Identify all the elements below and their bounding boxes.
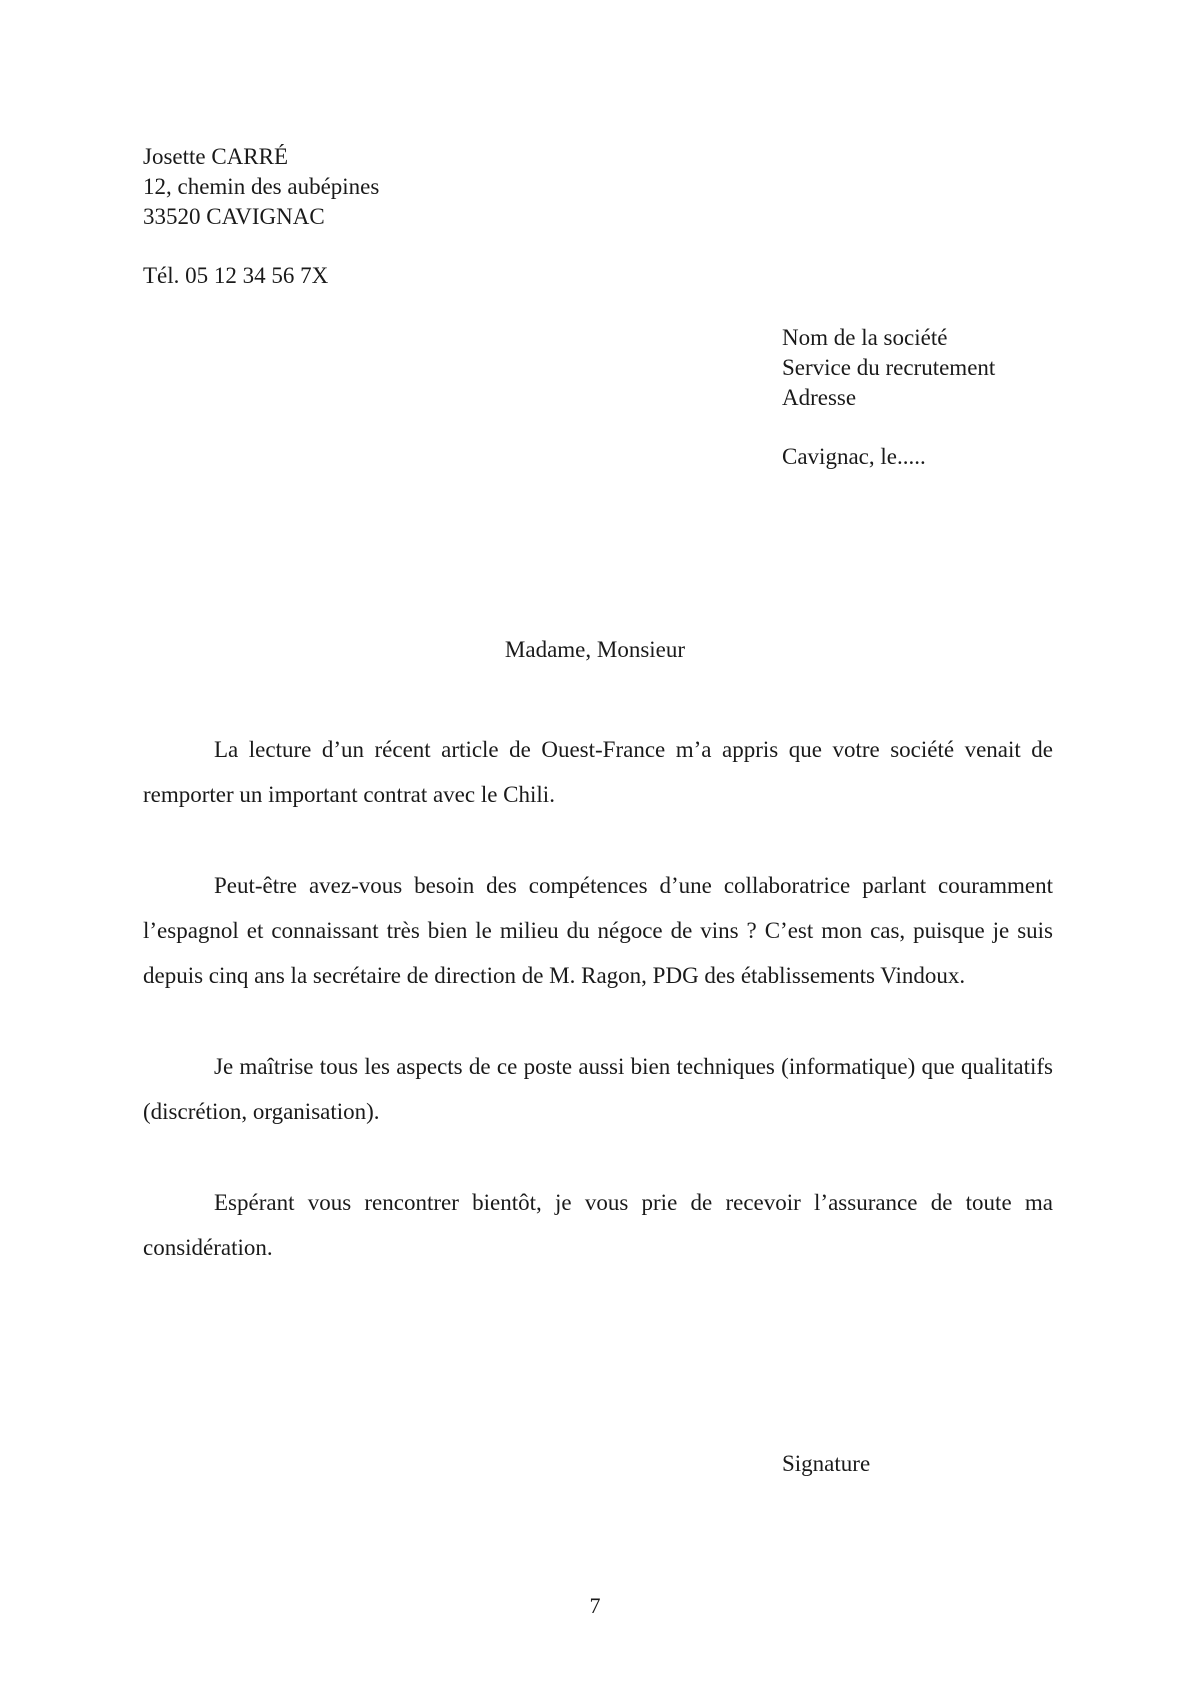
sender-city: 33520 CAVIGNAC — [143, 204, 325, 229]
sender-name: Josette CARRÉ — [143, 144, 289, 169]
recipient-company: Nom de la société — [782, 325, 948, 350]
body-paragraph: La lecture d’un récent article de Ouest-France m’a appris que votre société venait de remporter un important contrat avec le Chili. — [143, 737, 1053, 807]
salutation: Madame, Monsieur — [504, 637, 686, 662]
sender-phone: Tél. 05 12 34 56 7X — [143, 263, 329, 288]
recipient-block — [782, 323, 995, 472]
letter-body — [143, 727, 1053, 1316]
body-paragraph: Espérant vous rencontrer bientôt, je vous prie de recevoir l’assurance de toute ma considération. — [143, 1190, 1053, 1260]
recipient-address: Adresse — [782, 385, 857, 410]
sender-street: 12, chemin des aubépines — [143, 174, 380, 199]
body-paragraph: Peut-être avez-vous besoin des compétences d’une collaboratrice parlant couramment l’espagnol et connaissant très bien le milieu du négoce de vins ? C’est mon cas, puisque je suis depuis cinq ans la secrétaire de direction de M. Ragon, PDG des établissements Vindoux. — [143, 873, 1053, 988]
page-number: 7 — [589, 1593, 601, 1618]
body-paragraph: Je maîtrise tous les aspects de ce poste aussi bien techniques (informatique) que qualitatifs (discrétion, organisation). — [143, 1054, 1053, 1124]
place-date: Cavignac, le..... — [782, 444, 926, 469]
signature: Signature — [782, 1451, 871, 1476]
sender-block — [143, 142, 379, 291]
recipient-department: Service du recrutement — [782, 355, 996, 380]
